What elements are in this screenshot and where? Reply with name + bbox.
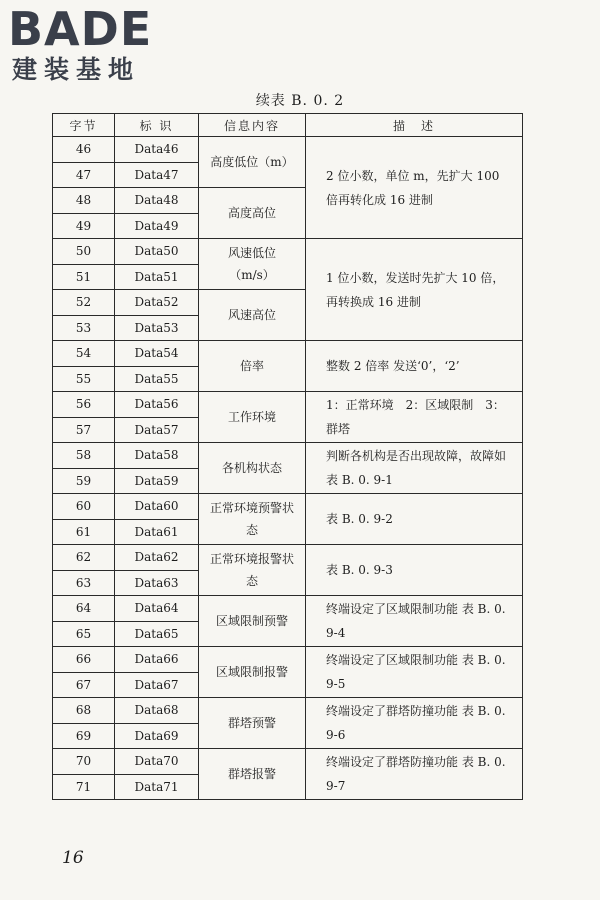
info-cell: 群塔预警 — [199, 698, 306, 749]
table-row — [53, 698, 523, 724]
header-byte: 字节 — [53, 114, 115, 137]
info-cell: 正常环境预警状态 — [199, 494, 306, 545]
info-cell: 高度高位 — [199, 188, 306, 239]
identifier-cell: Data70 — [115, 749, 199, 775]
table-row — [53, 749, 523, 775]
byte-cell: 51 — [53, 264, 115, 290]
identifier-cell: Data65 — [115, 621, 199, 647]
byte-cell: 69 — [53, 723, 115, 749]
info-cell: 风速高位 — [199, 290, 306, 341]
info-cell: 风速低位（m/s） — [199, 239, 306, 290]
table-row — [53, 545, 523, 571]
byte-cell: 61 — [53, 519, 115, 545]
table-row — [53, 137, 523, 163]
info-cell: 工作环境 — [199, 392, 306, 443]
info-cell: 区域限制报警 — [199, 647, 306, 698]
info-cell: 各机构状态 — [199, 443, 306, 494]
byte-cell: 54 — [53, 341, 115, 367]
description-cell: 1：正常环境 2：区域限制 3：群塔 — [306, 392, 523, 443]
byte-cell: 58 — [53, 443, 115, 469]
description-cell: 1 位小数，发送时先扩大 10 倍，再转换成 16 进制 — [306, 239, 523, 341]
table-row — [53, 392, 523, 418]
description-cell: 2 位小数，单位 m，先扩大 100 倍再转化成 16 进制 — [306, 137, 523, 239]
table-row — [53, 647, 523, 673]
table-caption: 续表 B. 0. 2 — [255, 93, 345, 109]
identifier-cell: Data61 — [115, 519, 199, 545]
description-cell: 表 B. 0. 9-2 — [306, 494, 523, 545]
page-number: 16 — [62, 848, 84, 868]
byte-cell: 65 — [53, 621, 115, 647]
identifier-cell: Data54 — [115, 341, 199, 367]
byte-cell: 47 — [53, 162, 115, 188]
table-row — [53, 443, 523, 469]
identifier-cell: Data62 — [115, 545, 199, 571]
identifier-cell: Data58 — [115, 443, 199, 469]
table-row — [53, 341, 523, 367]
identifier-cell: Data60 — [115, 494, 199, 520]
info-cell: 倍率 — [199, 341, 306, 392]
byte-cell: 70 — [53, 749, 115, 775]
description-cell: 整数 2 倍率 发送‘0’，‘2’ — [306, 341, 523, 392]
description-cell: 终端设定了群塔防撞功能 表 B. 0. 9-6 — [306, 698, 523, 749]
byte-cell: 66 — [53, 647, 115, 673]
identifier-cell: Data68 — [115, 698, 199, 724]
identifier-cell: Data47 — [115, 162, 199, 188]
identifier-cell: Data69 — [115, 723, 199, 749]
table-row — [53, 494, 523, 520]
info-cell: 区域限制预警 — [199, 596, 306, 647]
description-cell: 判断各机构是否出现故障，故障如表 B. 0. 9-1 — [306, 443, 523, 494]
logo-subtitle: 建装基地 — [12, 55, 141, 84]
logo — [8, 4, 188, 86]
identifier-cell: Data57 — [115, 417, 199, 443]
identifier-cell: Data64 — [115, 596, 199, 622]
byte-cell: 63 — [53, 570, 115, 596]
header-identifier: 标 识 — [115, 114, 199, 137]
byte-cell: 46 — [53, 137, 115, 163]
data-table — [52, 113, 523, 800]
byte-cell: 53 — [53, 315, 115, 341]
identifier-cell: Data66 — [115, 647, 199, 673]
byte-cell: 57 — [53, 417, 115, 443]
info-cell: 高度低位（m） — [199, 137, 306, 188]
byte-cell: 52 — [53, 290, 115, 316]
identifier-cell: Data52 — [115, 290, 199, 316]
identifier-cell: Data56 — [115, 392, 199, 418]
byte-cell: 64 — [53, 596, 115, 622]
byte-cell: 67 — [53, 672, 115, 698]
header-info: 信息内容 — [199, 114, 306, 137]
byte-cell: 68 — [53, 698, 115, 724]
info-cell: 正常环境报警状态 — [199, 545, 306, 596]
identifier-cell: Data71 — [115, 774, 199, 800]
info-cell: 群塔报警 — [199, 749, 306, 800]
identifier-cell: Data49 — [115, 213, 199, 239]
byte-cell: 59 — [53, 468, 115, 494]
identifier-cell: Data55 — [115, 366, 199, 392]
description-cell: 终端设定了群塔防撞功能 表 B. 0. 9-7 — [306, 749, 523, 800]
header-description: 描 述 — [306, 114, 523, 137]
table-row — [53, 596, 523, 622]
byte-cell: 56 — [53, 392, 115, 418]
table-header-row — [53, 114, 523, 137]
byte-cell: 55 — [53, 366, 115, 392]
identifier-cell: Data50 — [115, 239, 199, 265]
byte-cell: 60 — [53, 494, 115, 520]
identifier-cell: Data67 — [115, 672, 199, 698]
identifier-cell: Data46 — [115, 137, 199, 163]
identifier-cell: Data48 — [115, 188, 199, 214]
identifier-cell: Data63 — [115, 570, 199, 596]
description-cell: 终端设定了区域限制功能 表 B. 0. 9-4 — [306, 596, 523, 647]
byte-cell: 49 — [53, 213, 115, 239]
description-cell: 表 B. 0. 9-3 — [306, 545, 523, 596]
logo-wordmark: BADE — [8, 2, 153, 56]
identifier-cell: Data59 — [115, 468, 199, 494]
description-cell: 终端设定了区域限制功能 表 B. 0. 9-5 — [306, 647, 523, 698]
table-row — [53, 239, 523, 265]
identifier-cell: Data51 — [115, 264, 199, 290]
byte-cell: 48 — [53, 188, 115, 214]
byte-cell: 71 — [53, 774, 115, 800]
byte-cell: 62 — [53, 545, 115, 571]
identifier-cell: Data53 — [115, 315, 199, 341]
byte-cell: 50 — [53, 239, 115, 265]
